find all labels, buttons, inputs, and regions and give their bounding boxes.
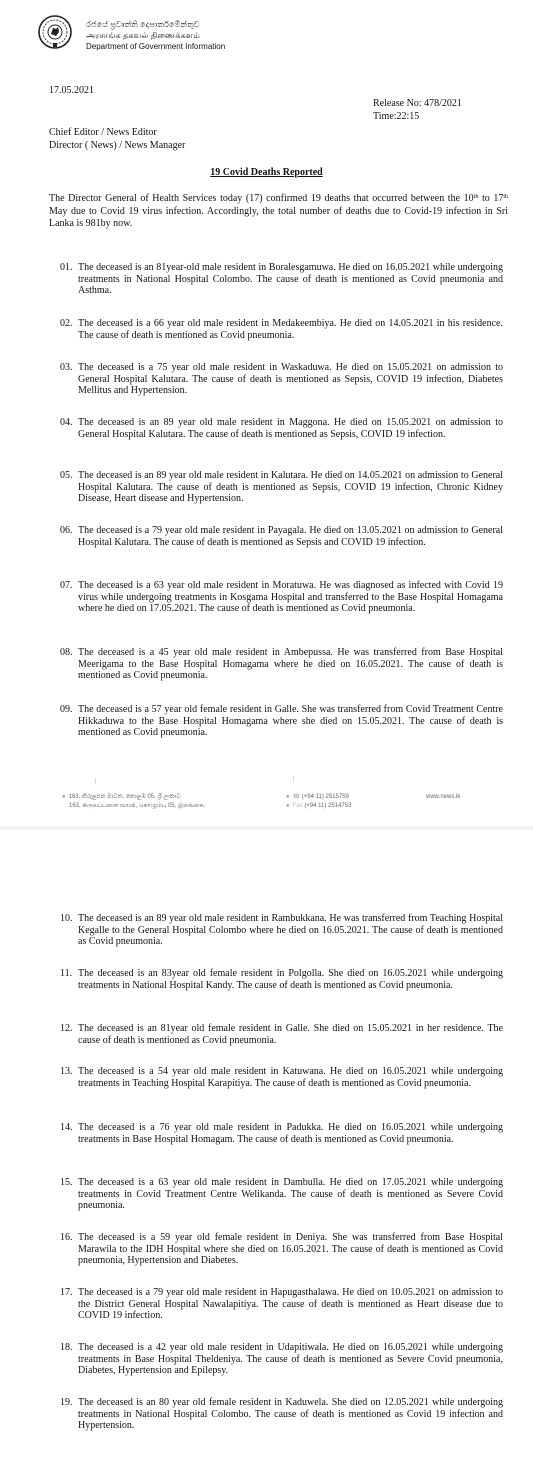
footer-fax: (+94 11) 2514753 (304, 803, 352, 809)
intro-paragraph (49, 193, 508, 231)
department-name-sinhala: රජයේ ප්‍රවෘත්ති දෙපාර්තමේන්තුව (86, 20, 200, 29)
item-number: 03. (60, 362, 73, 373)
item-text: The deceased is a 63 year old male resident in Moratuwa. He was diagnosed as infected with Covid 19 virus while undergoing treatments in Kosgama Hospital and transferred to the Base Hospital Homagama where he died on 17.05.2021. The cause of death is mentioned as Covid pneumonia. (78, 580, 503, 614)
footer-divider (293, 776, 294, 782)
addressee-editors: Chief Editor / News Editor (49, 127, 157, 138)
item-text: The deceased is an 89 year old male resident in Kalutara. He died on 14.05.2021 on admission to General Hospital Kalutara. The cause of death is mentioned as Sepsis, COVID 19 infection, Chronic Kidney Disease, Heart disease and Hypertension. (78, 470, 503, 504)
item-number: 15. (60, 1177, 73, 1188)
item-number: 09. (60, 704, 73, 715)
item-number: 16. (60, 1232, 73, 1243)
item-number: 14. (60, 1122, 73, 1133)
item-text: The deceased is a 57 year old female resident in Galle. She was transferred from Covid Treatment Centre Hikkaduwa to the Base Hospital Homagama where she died on 15.05.2021. The cause of death is mentioned as Covid pneumonia. (78, 704, 503, 738)
list-item (60, 1287, 503, 1322)
list-item (60, 417, 503, 440)
item-number: 02. (60, 318, 73, 329)
item-number: 01. (60, 262, 73, 273)
item-text: The deceased is a 76 year old male resident in Padukka. He died on 16.05.2021 while undergoing treatments in Base Hospital Homagam. The cause of death is mentioned as Covid pneumonia. (78, 1122, 503, 1145)
item-text: The deceased is an 89 year old male resident in Maggona. He died on 15.05.2021 on admission to General Hospital Kalutara. The cause of death is mentioned as Sepsis, COVID 19 infection. (78, 417, 503, 440)
item-number: 11. (60, 968, 73, 979)
department-name-tamil: அரசாங்க தகவல் திணைக்களம் (86, 31, 200, 40)
list-item (60, 1066, 503, 1089)
item-number: 13. (60, 1066, 73, 1077)
footer-address-tamil: 163, கிருலப்பனை வாவி, கொழும்பு 05, இலங்கை. (69, 803, 206, 809)
list-item (60, 318, 503, 341)
list-item (60, 580, 503, 615)
list-item (60, 1397, 503, 1432)
phone-icon: ☎ (292, 794, 301, 800)
list-item (60, 1122, 503, 1145)
addressee-directors: Director ( News) / News Manager (49, 140, 186, 151)
department-name-english: Department of Government Information (86, 42, 226, 51)
list-item (60, 1023, 503, 1046)
item-text: The deceased is an 80 year old female resident in Kaduwela. She died on 12.05.2021 while undergoing treatments in National Hospital Colombo. The cause of death is mentioned as Covid 19 infection and Hypertension. (78, 1397, 503, 1431)
list-item (60, 470, 503, 505)
item-text: The deceased is a 63 year old male resident in Dambulla. He died on 17.05.2021 while undergoing treatments in Covid Treatment Centre Welikanda. The cause of death is mentioned as Severe Covid pneumonia. (78, 1177, 503, 1211)
item-text: The deceased is an 89 year old male resident in Rambukkana. He was transferred from Teaching Hospital Kegalle to the General Hospital Colombo where he died on 16.05.2021. The cause of death is mentioned as Covid pneumonia. (78, 913, 503, 947)
item-number: 18. (60, 1342, 73, 1353)
item-text: The deceased is a 54 year old male resident in Katuwana. He died on 16.05.2021 while undergoing treatments in Teaching Hospital Karapitiya. The cause of death is mentioned as Covid pneumonia. (78, 1066, 503, 1089)
list-item (60, 647, 503, 682)
item-text: The deceased is a 79 year old male resident in Hapugasthalawa. He died on 10.05.2021 on admission to the District General Hospital Nawalapitiya. The cause of death is mentioned as Heart disease due to COVID 19 infection. (78, 1287, 503, 1321)
item-text: The deceased is a 66 year old male resident in Medakeembiya. He died on 14.05.2021 in his residence. The cause of death is mentioned as Covid pneumonia. (78, 318, 503, 341)
list-item (60, 1232, 503, 1267)
footer-address-sinhala: 163, කිරුළපන මාවත, කොළඹ 05, ශ්‍රී ලංකාව (68, 794, 181, 800)
intro-text-3: May due to Covid 19 virus infection. Accordingly, the total number of deaths due to Covid-19 infection in Sri Lanka is 981by now. (49, 205, 508, 229)
list-item (60, 1177, 503, 1212)
list-item (60, 1342, 503, 1377)
footer-address: ● 163, කිරුළපන මාවත, කොළඹ 05, ශ්‍රී ලංකාව 163, கிருலப்பனை வாவி, கொழும்பு 05, இலங்கை. (62, 794, 206, 809)
intro-text-1: The Director General of Health Services today (17) confirmed 19 deaths that occurred between the 10 (49, 193, 474, 204)
list-item (60, 913, 503, 948)
page-two (0, 830, 533, 1467)
footer-contact: ● ☎ (+94 11) 2515759 ● Fax (+94 11) 2514753 (286, 794, 352, 809)
item-number: 12. (60, 1023, 73, 1034)
list-item (60, 262, 503, 297)
intro-sup-1: th (473, 194, 479, 200)
release-time: Time:22:15 (373, 111, 420, 122)
item-number: 06. (60, 525, 73, 536)
footer-phone: (+94 11) 2515759 (301, 794, 349, 800)
item-text: The deceased is a 75 year old male resident in Waskaduwa. He died on 15.05.2021 on admission to General Hospital Kalutara. The cause of death is mentioned as Sepsis, COVID 19 infection, Diabetes Mellitus and Hypertension. (78, 362, 503, 396)
item-text: The deceased is an 81year old female resident in Galle. She died on 15.05.2021 in her residence. The cause of death is mentioned as Covid pneumonia. (78, 1023, 503, 1046)
item-number: 07. (60, 580, 73, 591)
intro-sup-2: th (503, 194, 509, 200)
list-item (60, 362, 503, 397)
item-number: 08. (60, 647, 73, 658)
item-text: The deceased is a 42 year old male resident in Udapitiwala. He died on 16.05.2021 while undergoing treatments in Base Hospital Theldeniya. The cause of death is mentioned as Severe Covid pneumonia, Diabetes, Hypertension and Epilepsy. (78, 1342, 503, 1376)
intro-text-2: to 17 (478, 193, 504, 204)
item-text: The deceased is a 59 year old female resident in Deniya. She was transferred from Base Hospital Marawila to the IDH Hospital where she died on 16.05.2021. The cause of death is mentioned as Covid pneumonia, Hypertension and Diabetes. (78, 1232, 503, 1266)
release-number: Release No: 478/2021 (373, 98, 462, 109)
footer-website[interactable]: www.news.lk (426, 794, 461, 800)
item-text: The deceased is an 81year-old male resident in Boralesgamuwa. He died on 16.05.2021 while undergoing treatments in National Hospital Colombo. The cause of death is mentioned as Covid pneumonia and Asthma. (78, 262, 503, 296)
footer-divider (95, 778, 96, 784)
headline-text: 19 Covid Deaths Reported (210, 167, 323, 178)
item-number: 19. (60, 1397, 73, 1408)
list-item (60, 704, 503, 739)
item-text: The deceased is a 45 year old male resident in Ambepussa. He was transferred from Base Hospital Meerigama to the Base Hospital Homagama where he died on 16.05.2021. The cause of death is mentioned as Covid pneumonia. (78, 647, 503, 681)
sri-lanka-emblem-icon (37, 14, 73, 50)
fax-label: Fax (292, 803, 303, 809)
list-item (60, 968, 503, 991)
item-text: The deceased is an 83year old female resident in Polgolla. She died on 16.05.2021 while undergoing treatments in National Hospital Kandy. The cause of death is mentioned as Covid pneumonia. (78, 968, 503, 991)
item-number: 17. (60, 1287, 73, 1298)
item-text: The deceased is a 79 year old male resident in Payagala. He died on 13.05.2021 on admission to General Hospital Kalutara. The cause of death is mentioned as Sepsis and COVID 19 infection. (78, 525, 503, 548)
item-number: 10. (60, 913, 73, 924)
page-title (0, 167, 533, 178)
item-number: 05. (60, 470, 73, 481)
release-date: 17.05.2021 (49, 85, 94, 96)
item-number: 04. (60, 417, 73, 428)
list-item (60, 525, 503, 548)
